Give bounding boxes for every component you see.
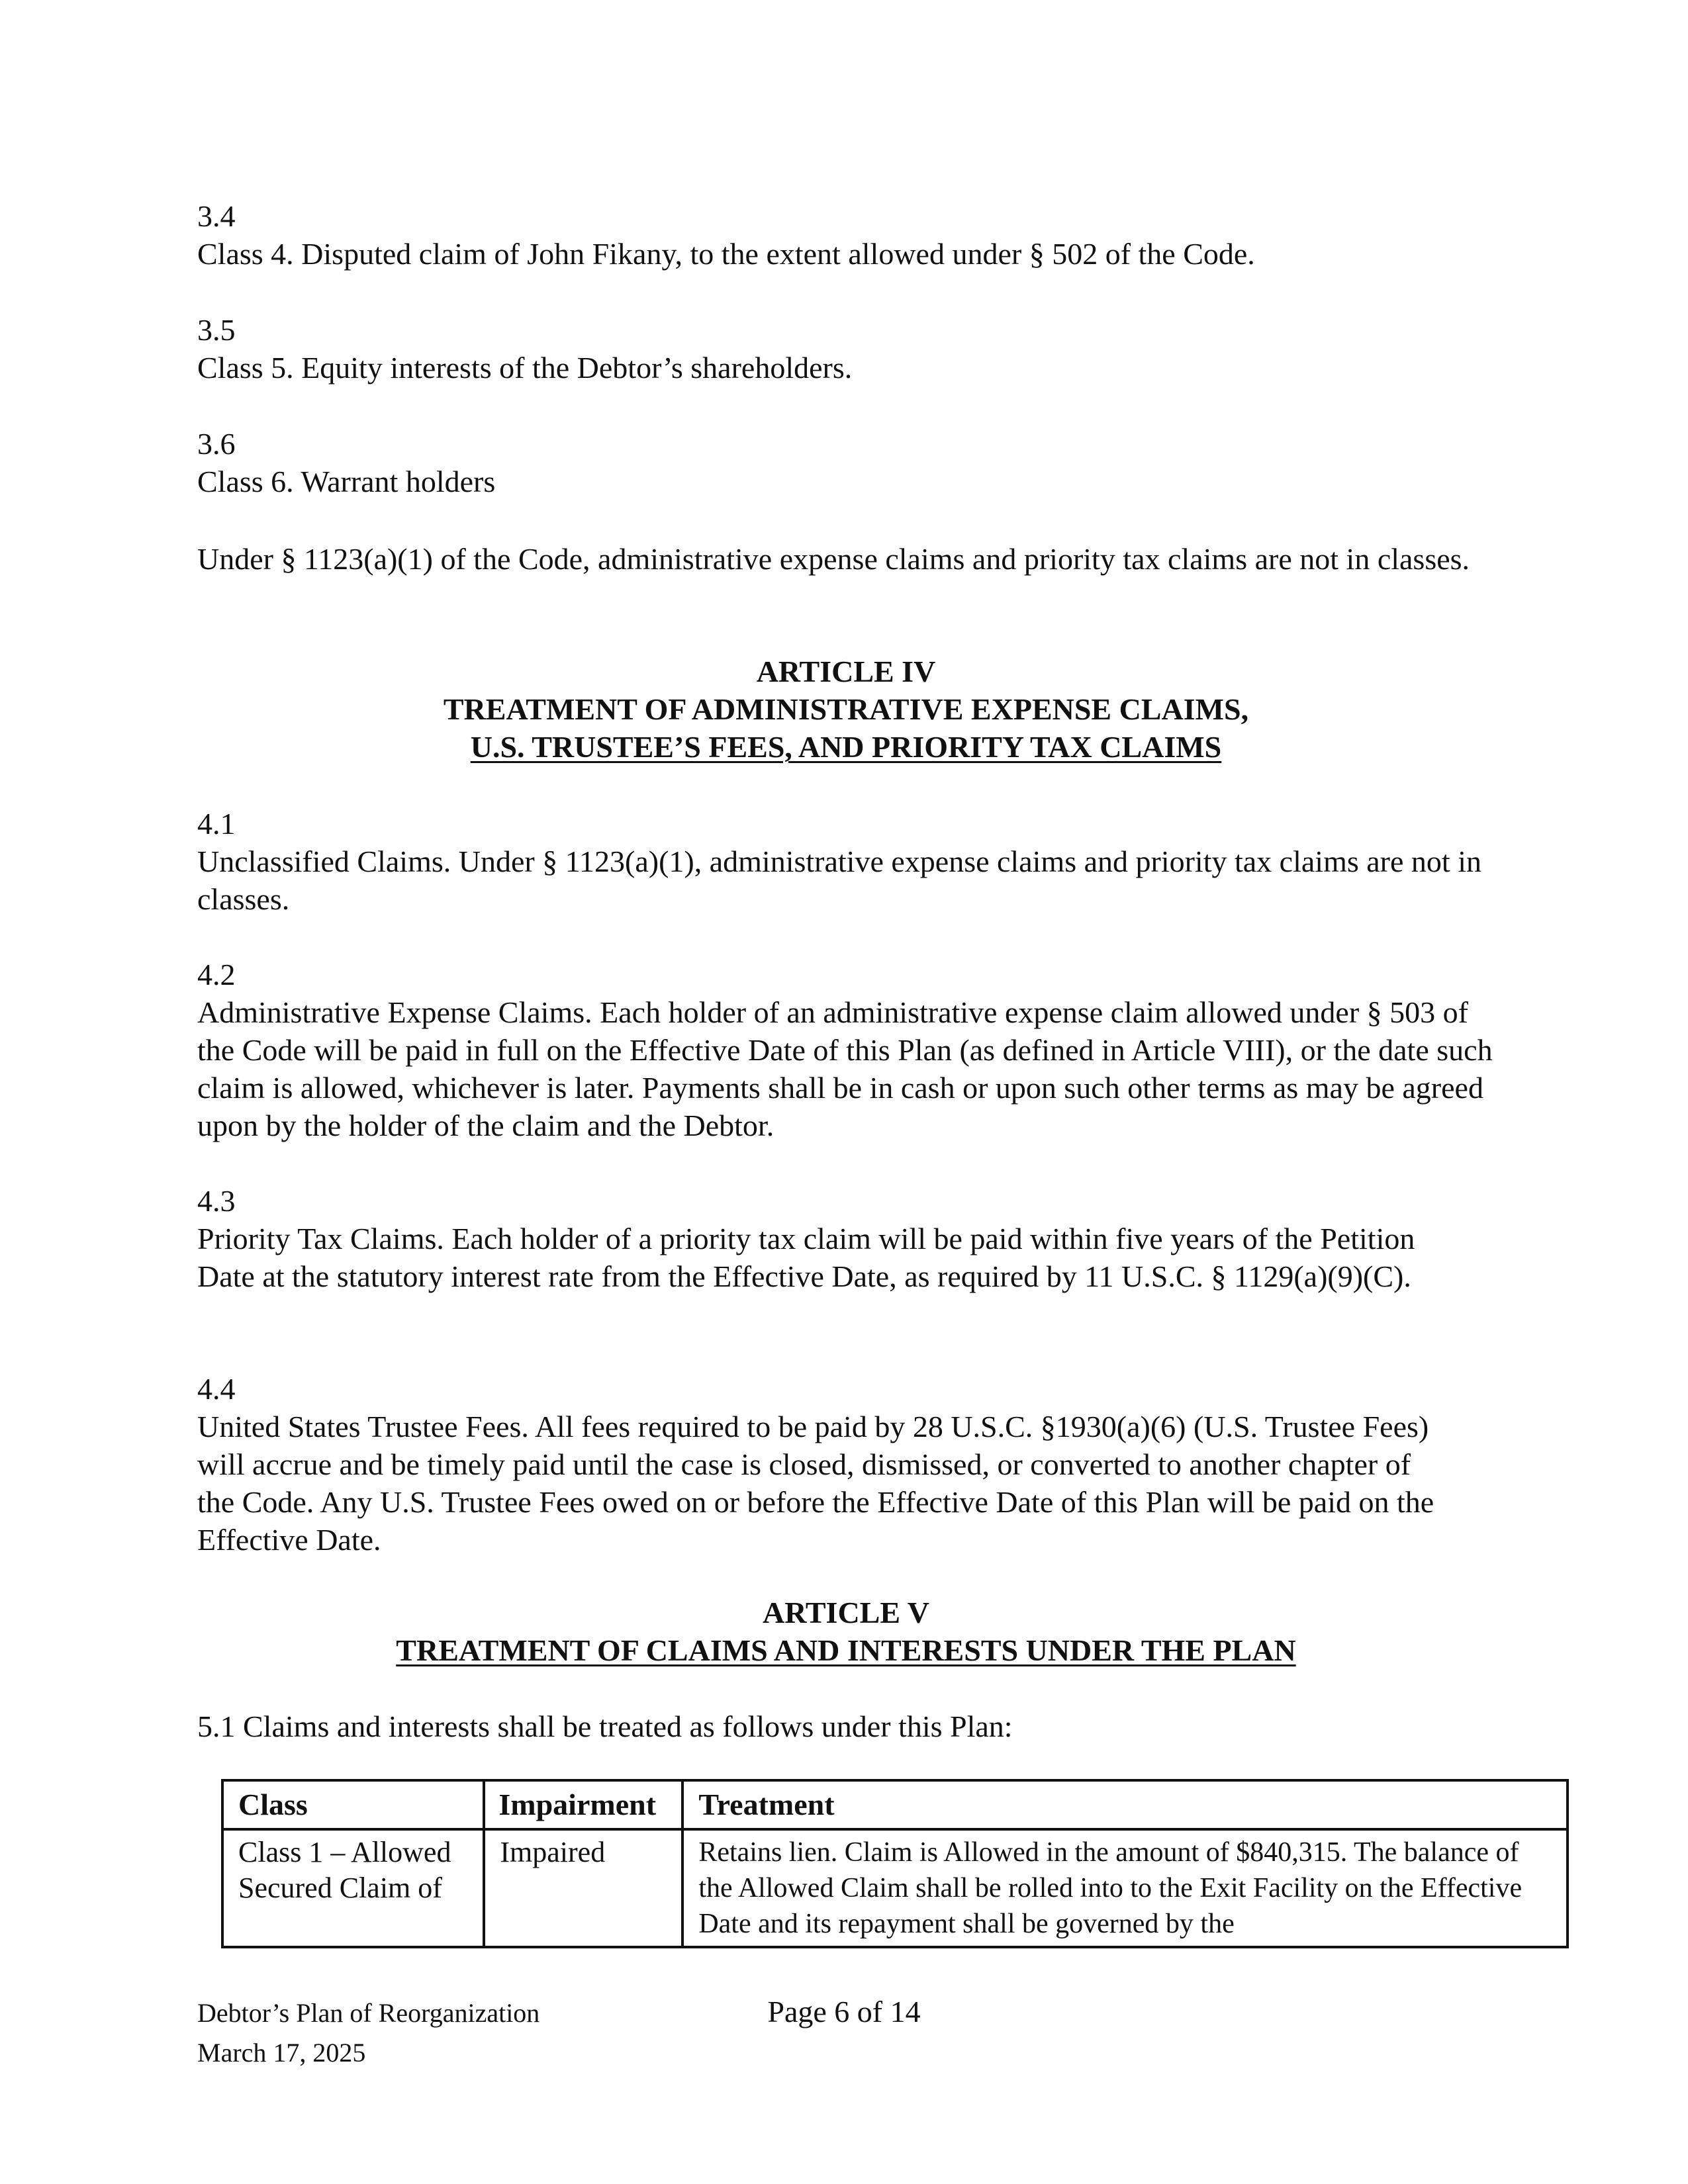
article-subtitle-underlined: TREATMENT OF CLAIMS AND INTERESTS UNDER THE PLAN [396, 1633, 1296, 1667]
table-row [222, 1829, 1568, 1947]
section-3-5 [197, 311, 1495, 387]
article-subtitle: TREATMENT OF ADMINISTRATIVE EXPENSE CLAIMS, [443, 692, 1249, 726]
section-4-3 [197, 1182, 1468, 1295]
footer-document-info [197, 1993, 539, 2073]
article-iv-heading [197, 653, 1495, 766]
section-4-1 [197, 805, 1481, 918]
section-4-2 [197, 956, 1508, 1144]
article-title: ARTICLE IV [756, 655, 936, 688]
header-class: Class [222, 1780, 484, 1829]
section-text: Priority Tax Claims. Each holder of a priority tax claim will be paid within five years of the Petition Date at the statutory interest rate from the Effective Date, as required by 11 U.S.C. § 1129(a)(9)(C). [197, 1222, 1415, 1293]
cell-class: Class 1 – Allowed Secured Claim of [222, 1829, 484, 1947]
footer-date: March 17, 2025 [197, 2038, 366, 2068]
header-impairment: Impairment [484, 1780, 682, 1829]
section-text: Class 4. Disputed claim of John Fikany, to the extent allowed under § 502 of the Code. [197, 237, 1255, 271]
header-treatment: Treatment [682, 1780, 1568, 1829]
cell-treatment: Retains lien. Claim is Allowed in the amount of $840,315. The balance of the Allowed Claim shall be rolled into to the Exit Facility on the Effective Date and its repayment shall be governed by the [682, 1829, 1568, 1947]
article-subtitle-underlined: U.S. TRUSTEE’S FEES, AND PRIORITY TAX CLAIMS [470, 730, 1222, 764]
section-text: United States Trustee Fees. All fees required to be paid by 28 U.S.C. §1930(a)(6) (U.S. Trustee Fees) will accrue and be timely paid until the case is closed, dismissed, or converted to another chapter of the Code. Any U.S. Trustee Fees owed on or before the Effective Date of this Plan will be paid on the Effective Date. [197, 1410, 1434, 1557]
section-5-1: 5.1 Claims and interests shall be treated as follows under this Plan: [197, 1709, 1013, 1743]
claims-treatment-table [221, 1779, 1569, 1948]
section-number: 4.4 [197, 1372, 236, 1406]
section-3-4 [197, 197, 1495, 273]
section-text: Administrative Expense Claims. Each holder of an administrative expense claim allowed under § 503 of the Code will be paid in full on the Effective Date of this Plan (as defined in Article VIII), or the date such claim is allowed, whichever is later. Payments shall be in cash or upon such other terms as may be agreed upon by the holder of the claim and the Debtor. [197, 995, 1493, 1142]
table-header-row [222, 1780, 1568, 1829]
article-title: ARTICLE V [763, 1596, 929, 1629]
section-number: 3.4 [197, 199, 236, 233]
section-text: Unclassified Claims. Under § 1123(a)(1), administrative expense claims and priority tax claims are not in classes. [197, 844, 1481, 916]
section-number: 4.2 [197, 958, 236, 991]
section-text: Class 6. Warrant holders [197, 465, 496, 498]
section-number: 4.3 [197, 1184, 236, 1218]
section-number: 3.6 [197, 427, 236, 461]
article-v-heading [197, 1594, 1495, 1669]
section-text: Class 5. Equity interests of the Debtor’s shareholders. [197, 351, 853, 385]
footer-doc-title: Debtor’s Plan of Reorganization [197, 1998, 540, 2028]
footer-page-number: Page 6 of 14 [767, 1995, 921, 2028]
section-number: 4.1 [197, 807, 236, 841]
section-number: 3.5 [197, 313, 236, 347]
section-3-6 [197, 425, 1495, 500]
unclassified-claims-note: Under § 1123(a)(1) of the Code, administrative expense claims and priority tax claims are not in classes. [197, 542, 1470, 576]
cell-impairment: Impaired [484, 1829, 682, 1947]
section-4-4 [197, 1370, 1455, 1559]
